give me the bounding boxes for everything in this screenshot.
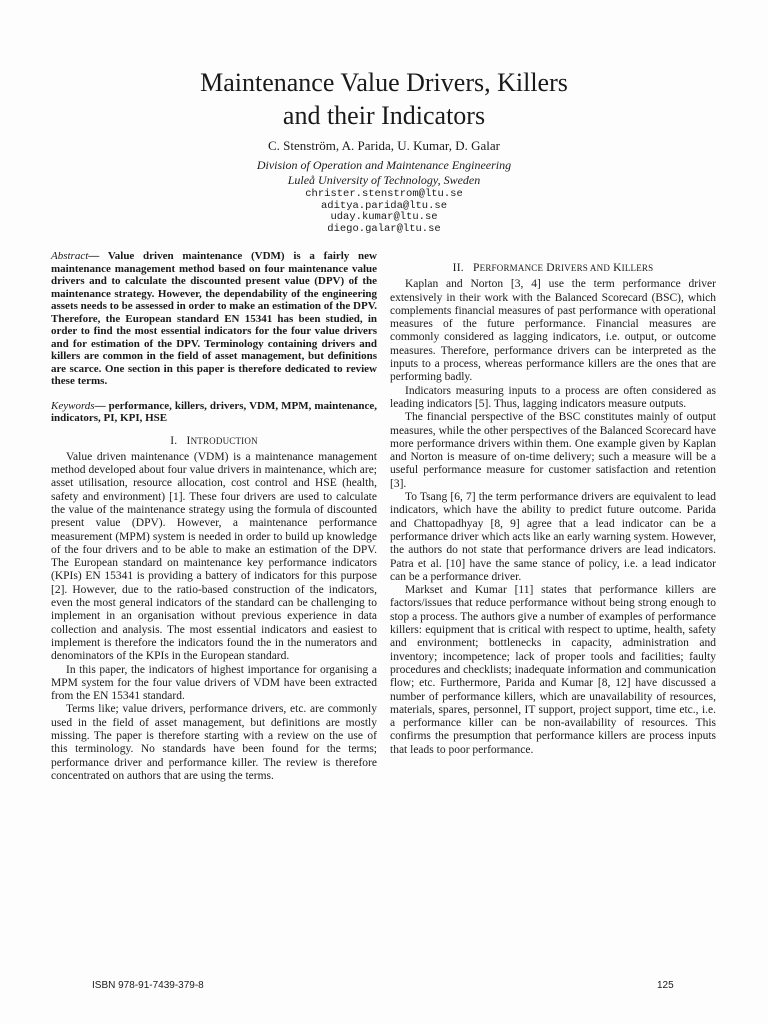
paragraph: To Tsang [6, 7] the term performance drivers are equivalent to lead indicators, which have the ability to predict future outcome. Parida and Chattopadhyay [8, 9] agree that a lead indicator can be a performance driver which acts like an early warning system. However, the authors do not state that performance drivers are lead indicators. Patra et al. [10] have the same stance of policy, i.e. a lead indicator can be a performance driver. <box>390 491 716 583</box>
author-email[interactable]: christer.stenstrom@ltu.se <box>305 188 463 200</box>
isbn: ISBN 978-91-7439-379-8 <box>92 980 204 991</box>
heading-initial: I <box>186 434 191 447</box>
heading-rest: ILLERS <box>621 263 654 273</box>
section-heading-performance-drivers <box>390 262 716 275</box>
keywords-label: Keywords <box>51 399 95 412</box>
abstract <box>51 250 377 388</box>
paragraph: Kaplan and Norton [3, 4] use the term performance driver extensively in their work with the Balanced Scorecard (BSC), which complements financial measures of past performance with operational measures of the future performance. Financial measures are commonly considered as lagging indicators, i.e. output, or outcome measures. Therefore, performance drivers can be interpreted as the inputs to a process, whereas performance killers are the ones that are performing badly. <box>390 278 716 384</box>
heading-rest: NTRODUCTION <box>190 435 258 446</box>
title-line-2: and their Indicators <box>282 101 486 130</box>
page-number: 125 <box>657 980 674 991</box>
paragraph: Indicators measuring inputs to a process are often considered as leading indicators [5]. Thus, lagging indicators measure outputs. <box>390 384 716 410</box>
paper-header <box>0 66 768 235</box>
affiliation-department: Division of Operation and Maintenance Engineering <box>256 158 512 172</box>
section-heading-introduction <box>51 435 377 448</box>
keywords <box>51 400 377 425</box>
heading-rest: ERFORMANCE <box>479 263 544 273</box>
email-list <box>0 189 768 235</box>
heading-initial: K <box>613 262 622 274</box>
heading-initial: D <box>546 262 555 274</box>
abstract-label: Abstract <box>51 250 89 262</box>
heading-initial: P <box>473 262 480 274</box>
right-column <box>390 262 716 757</box>
title-line-1: Maintenance Value Drivers, Killers <box>200 68 568 97</box>
affiliation-university: Luleå University of Technology, Sweden <box>287 173 481 187</box>
section-numeral: I. <box>170 434 178 447</box>
paragraph: Markset and Kumar [11] states that performance killers are factors/issues that reduce performance without being strong enough to stop a process. The authors give a number of examples of performance killers: equipment that is critical with respect to uptime, health, safety and environment; bottlenecks in capacity, administration and inventory; incompetence; lack of proper tools and facilities; faulty procedures and checklists; inadequate information and communication flow; etc. Furthermore, Parida and Kumar [8, 12] have discussed a number of performance killers, which are unavailability of resources, materials, spares, personnel, IT support, project support, time etc., i.e. a performance killer can be non-availability of resources. This confirms the presumption that performance killers are process inputs that leads to poor performance. <box>390 584 716 756</box>
author-email[interactable]: uday.kumar@ltu.se <box>330 211 438 223</box>
author-list: C. Stenström, A. Parida, U. Kumar, D. Galar <box>267 138 500 153</box>
left-column <box>51 250 377 783</box>
paper-title <box>0 66 768 132</box>
author-email[interactable]: diego.galar@ltu.se <box>327 222 441 235</box>
heading-rest: RIVERS AND <box>554 263 611 273</box>
keywords-text: — performance, killers, drivers, VDM, MPM, maintenance, indicators, PI, KPI, HSE <box>51 399 377 424</box>
paragraph: In this paper, the indicators of highest importance for organising a MPM system for the four value drivers of VDM have been extracted from the EN 15341 standard. <box>51 663 377 703</box>
paragraph: Terms like; value drivers, performance drivers, etc. are commonly used in the field of asset management, but definitions are mostly missing. The paper is therefore starting with a review on the use of this terminology. No standards have been found for the terms; performance driver and performance killer. The review is therefore concentrated on authors that are using the terms. <box>51 703 377 782</box>
author-email[interactable]: aditya.parida@ltu.se <box>320 199 448 212</box>
paragraph: Value driven maintenance (VDM) is a maintenance management method developed about four value drivers in maintenance, which are; asset utilisation, resource allocation, cost control and HSE (health, safety and environment) [1]. These four drivers are used to calculate the value of the maintenance strategy using the formula of discounted present value (DPV). However, a maintenance performance measurement (MPM) system is needed in order to build up knowledge of the four drivers and to be able to make an estimation of the DPV. The European standard on maintenance key performance indicators (KPIs) EN 15341 is providing a battery of indicators for this purpose [2]. However, due to the ratio-based construction of the indicators, even the most general indicators of the standard can be challenging to implement in an organisation without previous experience in data collection and analysis. The most essential indicators and easiest to implement is therefore the indicators found the in the numerators and denominators of the KPIs in the European standard. <box>51 450 377 663</box>
affiliation <box>0 158 768 188</box>
abstract-text: — Value driven maintenance (VDM) is a fairly new maintenance management method based on four maintenance value drivers and to calculate the discounted present value (DPV) of the maintenance strategy. However, the dependability of the engineering assets needs to be assessed in order to make an estimation of the DPV. Therefore, the European standard EN 15341 has been studied, in order to find the most essential indicators for the four value drivers and for estimation of the DPV. Terminology containing drivers and killers are common in the field of asset management, but definitions are scarce. One section in this paper is therefore dedicated to review these terms. <box>51 250 377 387</box>
paragraph: The financial perspective of the BSC constitutes mainly of output measures, while the other perspectives of the Balanced Scorecard have more performance drivers within them. One example given by Kaplan and Norton is measure of on-time delivery; such a measure will be a useful performance measure for customer satisfaction and retention [3]. <box>390 411 716 490</box>
section-numeral: II. <box>452 262 464 274</box>
